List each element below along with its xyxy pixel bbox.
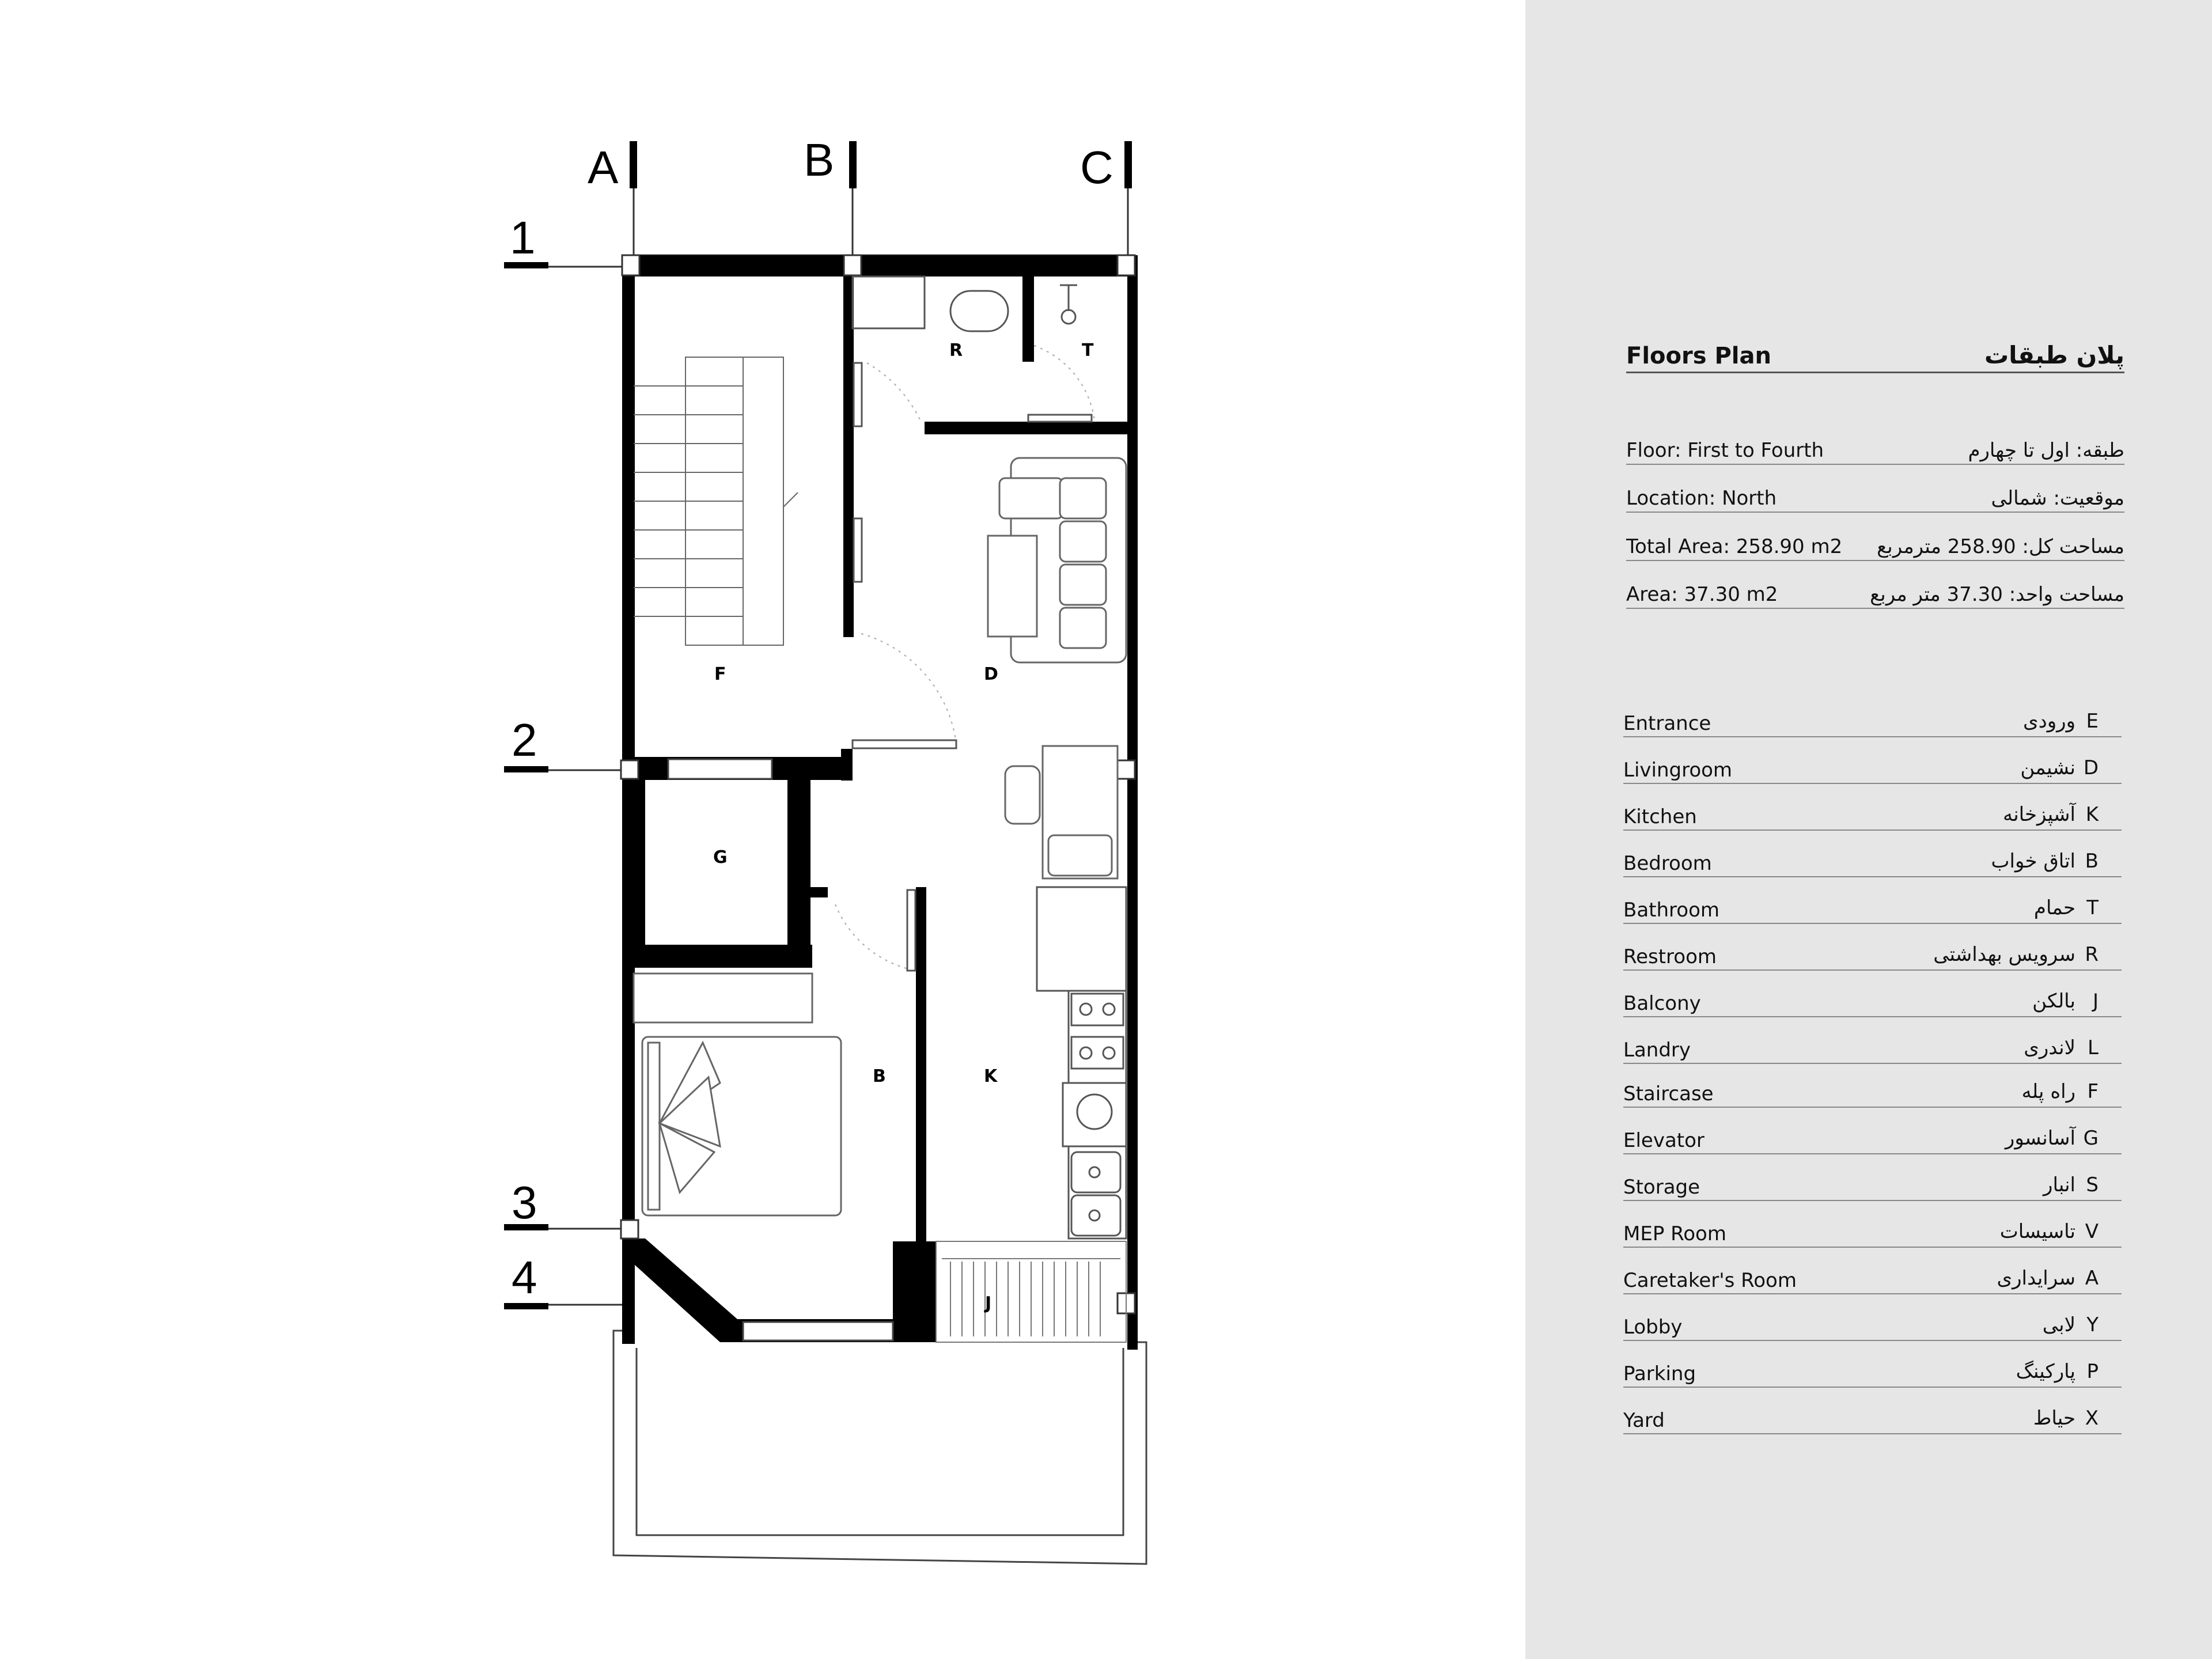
legend-row: [1623, 895, 2122, 924]
legend-row: [1623, 1035, 2122, 1064]
legend-row: [1623, 1219, 2122, 1248]
legend-fa: انبار: [2043, 1173, 2075, 1196]
legend-fa: حمام: [2033, 896, 2075, 919]
info-location-fa: موقعیت: شمالی: [1991, 487, 2124, 510]
room-label-bedroom: B: [873, 1066, 886, 1086]
balcony-drawing: [936, 1241, 1126, 1342]
info-total-area-fa: مساحت کل: 258.90 مترمربع: [1877, 535, 2124, 558]
grid-label-2: 2: [512, 714, 537, 766]
legend-code: B: [2085, 850, 2099, 873]
room-label-elevator: G: [713, 847, 728, 868]
room-label-bathroom: T: [1082, 340, 1094, 361]
legend-code: K: [2085, 803, 2099, 826]
legend-code: Y: [2086, 1313, 2099, 1336]
legend-code: X: [2085, 1407, 2099, 1430]
legend-en: Livingroom: [1623, 759, 1733, 782]
bedroom-furniture: [634, 974, 841, 1215]
room-label-staircase: F: [714, 664, 726, 684]
legend-en: Entrance: [1623, 712, 1711, 735]
legend-en: Restroom: [1623, 945, 1717, 968]
legend-fa: حیاط: [2033, 1407, 2075, 1430]
legend-en: Elevator: [1623, 1129, 1705, 1152]
legend-en: Lobby: [1623, 1316, 1683, 1339]
legend-en: Caretaker's Room: [1623, 1269, 1797, 1292]
title-fa: پلان طبقات: [1984, 341, 2124, 369]
legend-row: [1623, 709, 2122, 737]
legend-fa: آسانسور: [2005, 1127, 2075, 1150]
room-label-balcony: J: [985, 1293, 992, 1313]
legend-code: S: [2086, 1173, 2099, 1196]
room-label-livingroom: D: [984, 664, 998, 684]
legend-en: Parking: [1623, 1362, 1696, 1385]
legend-fa: آشپزخانه: [2002, 803, 2075, 826]
legend-row: [1623, 1406, 2122, 1434]
legend-fa: راه پله: [2021, 1080, 2075, 1103]
info-row-floor: [1626, 435, 2124, 465]
legend-code: V: [2085, 1220, 2099, 1243]
legend-fa: پارکینگ: [2016, 1360, 2075, 1383]
legend-code: A: [2085, 1267, 2099, 1290]
legend-en: Storage: [1623, 1176, 1700, 1199]
legend-en: Bathroom: [1623, 899, 1719, 922]
grid-label-b: B: [804, 134, 835, 185]
info-total-area-en: Total Area: 258.90 m2: [1626, 535, 1843, 558]
room-label-kitchen: K: [984, 1066, 998, 1086]
legend-code: J: [2092, 990, 2099, 1013]
legend-fa: بالکن: [2032, 990, 2075, 1013]
legend-fa: نشیمن: [2020, 756, 2075, 779]
legend-row: [1623, 1312, 2122, 1341]
legend-row: [1623, 1126, 2122, 1154]
legend-en: Bedroom: [1623, 852, 1712, 875]
legend-code: G: [2083, 1127, 2099, 1150]
legend-row: [1623, 849, 2122, 877]
grid-label-c: C: [1080, 142, 1113, 193]
info-floor-en: Floor: First to Fourth: [1626, 439, 1824, 462]
legend-fa: سرویس بهداشتی: [1933, 943, 2075, 966]
legend-fa: لاندری: [2024, 1036, 2075, 1059]
legend-en: Balcony: [1623, 992, 1701, 1015]
legend-row: [1623, 802, 2122, 831]
legend-code: F: [2087, 1080, 2099, 1103]
grid-label-a: A: [588, 142, 619, 193]
legend-en: Kitchen: [1623, 805, 1697, 828]
legend-code: T: [2086, 896, 2099, 919]
legend-row: [1623, 988, 2122, 1017]
info-location-en: Location: North: [1626, 487, 1777, 510]
legend-row: [1623, 1359, 2122, 1388]
legend-en: Landry: [1623, 1039, 1691, 1062]
legend-code: P: [2086, 1360, 2099, 1383]
legend-fa: سرایداری: [1997, 1267, 2075, 1290]
door-leaves: [853, 363, 1092, 971]
legend-row: [1623, 755, 2122, 784]
legend-code: E: [2086, 710, 2099, 733]
yard-inner-line: [637, 1348, 1123, 1535]
info-row-area: [1626, 579, 2124, 609]
legend-fa: ورودی: [2022, 710, 2075, 733]
legend-fa: اتاق خواب: [1991, 850, 2075, 873]
legend-fa: لابی: [2042, 1313, 2075, 1336]
staircase-drawing: [634, 357, 798, 645]
legend-row: [1623, 1079, 2122, 1108]
info-floor-fa: طبقه: اول تا چهارم: [1968, 439, 2124, 462]
legend-en: Yard: [1623, 1409, 1665, 1432]
info-area-fa: مساحت واحد: 37.30 متر مربع: [1870, 583, 2124, 606]
living-furniture: [988, 458, 1126, 878]
legend-code: D: [2083, 756, 2099, 779]
kitchen-counter: [1037, 887, 1126, 1238]
info-area-en: Area: 37.30 m2: [1626, 583, 1778, 606]
panel-title: [1626, 337, 2124, 373]
legend-code: R: [2085, 943, 2099, 966]
legend-en: Staircase: [1623, 1082, 1714, 1105]
angled-wall: [628, 1238, 737, 1342]
grid-label-4: 4: [512, 1252, 537, 1303]
grid-label-1: 1: [510, 212, 536, 263]
info-panel: [1525, 0, 2212, 1659]
room-label-restroom: R: [949, 340, 963, 361]
info-row-total-area: [1626, 531, 2124, 561]
legend-row: [1623, 942, 2122, 971]
legend-code: L: [2088, 1036, 2099, 1059]
legend-fa: تاسیسات: [1999, 1220, 2075, 1243]
legend-en: MEP Room: [1623, 1222, 1726, 1245]
legend-row: [1623, 1172, 2122, 1201]
grid-label-3: 3: [512, 1177, 537, 1228]
title-en: Floors Plan: [1626, 343, 1771, 369]
restroom-fixtures: [853, 276, 1077, 331]
legend-row: [1623, 1266, 2122, 1294]
info-row-location: [1626, 483, 2124, 513]
